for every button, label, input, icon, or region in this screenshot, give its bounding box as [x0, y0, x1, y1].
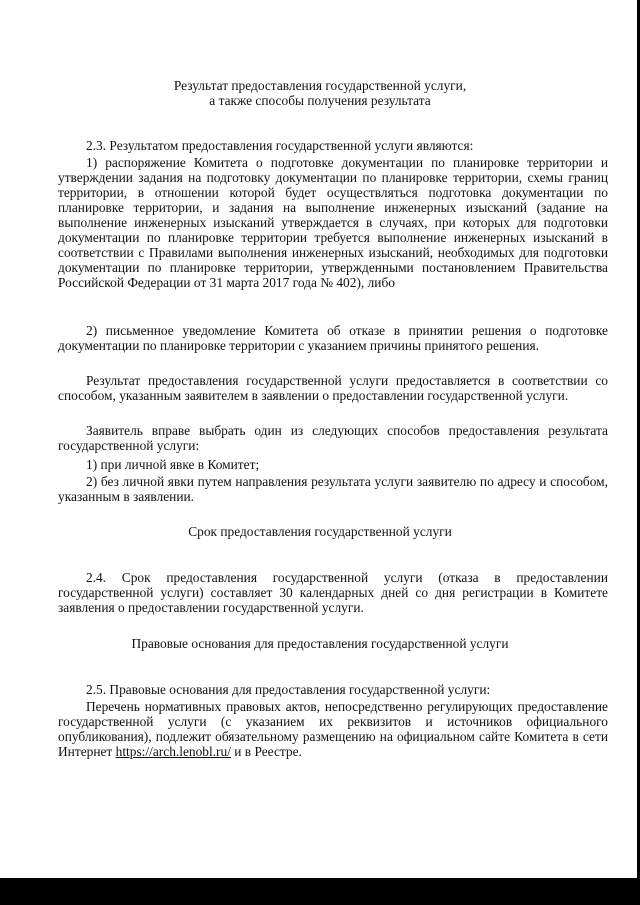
section-heading-result	[0, 78, 640, 108]
paragraph-result-delivery: Результат предоставления государственной услуги предоставляется в соответствии со способом, указанным заявителем в заявлении о предоставлении государственной услуги.	[58, 373, 608, 403]
paragraph-method-2: 2) без личной явки путем направления результата услуги заявителю по адресу и способом, указанным в заявлении.	[58, 474, 608, 504]
heading-line-1: Результат предоставления государственной услуги,	[173, 78, 467, 93]
paragraph-2-3-intro: 2.3. Результатом предоставления государственной услуги являются:	[86, 138, 474, 153]
paragraph-acts-list: Перечень нормативных правовых актов, непосредственно регулирующих предоставление государственной услуги (с указанием их реквизитов и источников официального опубликования), подлежит обязательному размещению на официальном сайте Комитета в сети Интернет https://arch.lenobl.ru/ и в Реестре.	[58, 699, 608, 759]
paragraph-2-4: 2.4. Срок предоставления государственной услуги (отказа в предоставлении государственной услуги) составляет 30 календарных дней со дня регистрации в Комитете заявления о предоставлении государственной услуги.	[58, 570, 608, 615]
scan-bottom-border	[0, 878, 640, 905]
paragraph-method-1: 1) при личной явке в Комитет;	[86, 457, 260, 472]
paragraph-choose-method: Заявитель вправе выбрать один из следующих способов предоставления результата государственной услуги:	[58, 423, 608, 453]
heading-line-2: а также способы получения результата	[209, 93, 431, 108]
paragraph-2-3-item-1: 1) распоряжение Комитета о подготовке документации по планировке территории и утверждении задания на подготовку документации по планировке территории, схемы границ территории, в отношении которой будет осуществляться подготовка документации по планировке территории, и задания на выполнение инженерных изысканий (задание на выполнение инженерных изысканий утверждается в случаях, при которых для подготовки документации по планировке территории требуется выполнение инженерных изысканий в соответствии с Правилами выполнения инженерных изысканий, необходимых для подготовки документации по планировке территории, утвержденными постановлением Правительства Российской Федерации от 31 марта 2017 года № 402), либо	[58, 155, 608, 290]
section-heading-legal: Правовые основания для предоставления государственной услуги	[131, 636, 509, 651]
paragraph-2-5: 2.5. Правовые основания для предоставления государственной услуги:	[86, 682, 491, 697]
section-heading-term: Срок предоставления государственной услуги	[188, 524, 452, 539]
paragraph-2-3-item-2: 2) письменное уведомление Комитета об отказе в принятии решения о подготовке документации по планировке территории с указанием причины принятого решения.	[58, 323, 608, 353]
website-link[interactable]: https://arch.lenobl.ru/	[115, 744, 231, 759]
